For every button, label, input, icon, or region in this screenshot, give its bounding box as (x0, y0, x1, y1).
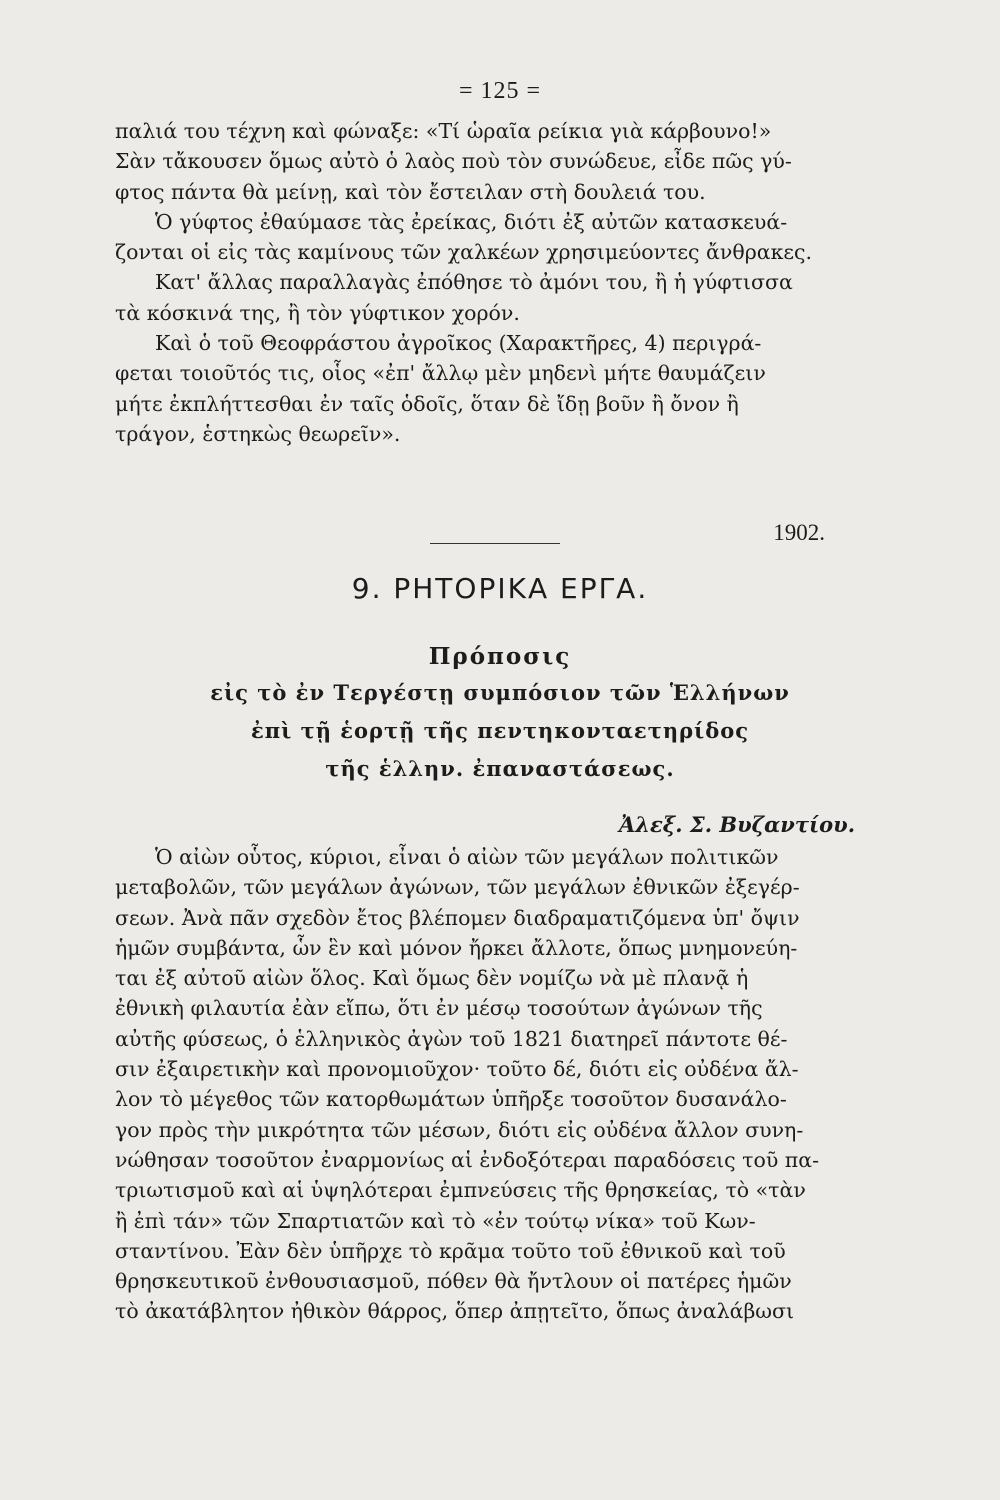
text-line: αὐτῆς φύσεως, ὁ ἑλληνικὸς ἀγὼν τοῦ 1821 διατηρεῖ πάντοτε θέ- (115, 1026, 788, 1051)
text-line: Κατ' ἄλλας παραλλαγὰς ἐπόθησε τὸ ἀμόνι του, ἢ ἡ γύφτισσα (155, 270, 793, 295)
text-line: θρησκευτικοῦ ἐνθουσιασμοῦ, πόθεν θὰ ἤντλουν οἱ πατέρες ἡμῶν (115, 1269, 792, 1294)
text-line: σιν ἐξαιρετικὴν καὶ προνομιοῦχον· τοῦτο δέ, διότι εἰς οὐδένα ἄλ- (115, 1057, 799, 1082)
text-line: τὰ κόσκινά της, ἢ τὸν γύφτικον χορόν. (115, 300, 520, 325)
toast-subtitle-line: τῆς ἑλλην. ἐπαναστάσεως. (325, 756, 675, 781)
text-line: σταντίνου. Ἐὰν δὲν ὑπῆρχε τὸ κρᾶμα τοῦτο τοῦ ἐθνικοῦ καὶ τοῦ (115, 1238, 786, 1263)
text-line: παλιά του τέχνη καὶ φώναξε: «Τί ὡραῖα ρείκια γιὰ κάρβουνο!» (115, 119, 772, 143)
date-label: 1902. (773, 520, 825, 545)
text-line: τράγον, ἑστηκὼς θεωρεῖν». (115, 421, 401, 446)
text-line: ζονται οἱ εἰς τὰς καμίνους τῶν χαλκέων χρησιμεύοντες ἄνθρακες. (115, 240, 813, 265)
text-line: λον τὸ μέγεθος τῶν κατορθωμάτων ὑπῆρξε τοσοῦτον δυσανάλο- (115, 1087, 787, 1112)
text-line: σεων. Ἀνὰ πᾶν σχεδὸν ἔτος βλέπομεν διαδραματιζόμενα ὑπ' ὄψιν (115, 905, 800, 930)
text-line: μεταβολῶν, τῶν μεγάλων ἀγώνων, τῶν μεγάλων ἐθνικῶν ἐξεγέρ- (115, 875, 800, 900)
text-line: μήτε ἐκπλήττεσθαι ἐν ταῖς ὁδοῖς, ὅταν δὲ ἴδῃ βοῦν ἢ ὄνον ἢ (115, 391, 739, 416)
text-line: ἢ ἐπὶ τάν» τῶν Σπαρτιατῶν καὶ τὸ «ἐν τούτῳ νίκα» τοῦ Κων- (115, 1208, 756, 1233)
toast-subtitle-line: ἐπὶ τῇ ἑορτῇ τῆς πεντηκονταετηρίδος (250, 718, 750, 743)
text-line: Ὁ αἰὼν οὗτος, κύριοι, εἶναι ὁ αἰὼν τῶν μεγάλων πολιτικῶν (155, 845, 779, 869)
text-line: ἡμῶν συμβάντα, ὧν ἓν καὶ μόνον ἤρκει ἄλλοτε, ὅπως μνημονεύη- (115, 935, 798, 960)
text-line: τὸ ἀκατάβλητον ἠθικὸν θάρρος, ὅπερ ἀπῃτεῖτο, ὅπως ἀναλάβωσι (115, 1299, 795, 1324)
intro-text-block (115, 116, 885, 449)
text-line: Καὶ ὁ τοῦ Θεοφράστου ἀγροῖκος (Χαρακτῆρες, 4) περιγρά- (155, 331, 762, 356)
toast-title: Πρόποσις (428, 643, 572, 670)
text-line: Ὁ γύφτος ἐθαύμασε τὰς ἐρείκας, διότι ἐξ αὐτῶν κατασκευά- (155, 209, 788, 234)
text-line: ἐθνικὴ φιλαυτία ἐὰν εἴπω, ὅτι ἐν μέσῳ τοσούτων ἀγώνων τῆς (115, 996, 763, 1021)
separator-rule (430, 543, 560, 544)
toast-subtitle-line: εἰς τὸ ἐν Τεργέστῃ συμπόσιον τῶν Ἑλλήνων (210, 680, 790, 705)
speech-text-block (115, 842, 885, 1327)
section-heading: 9. ΡΗΤΟΡΙΚΑ ΕΡΓΑ. (351, 572, 649, 605)
text-line: τριωτισμοῦ καὶ αἱ ὑψηλότεραι ἐμπνεύσεις τῆς θρησκείας, τὸ «τὰν (115, 1178, 806, 1203)
text-line: φτος πάντα θὰ μείνῃ, καὶ τὸν ἔστειλαν στὴ δουλειά του. (115, 179, 706, 204)
text-line: φεται τοιοῦτός τις, οἷος «ἐπ' ἄλλῳ μὲν μηδενὶ μήτε θαυμάζειν (115, 361, 766, 386)
author-attribution: Ἀλεξ. Σ. Βυζαντίου. (619, 812, 855, 837)
page-number: = 125 = (458, 78, 542, 104)
text-line: νώθησαν τοσοῦτον ἐναρμονίως αἱ ἐνδοξότεραι παραδόσεις τοῦ πα- (115, 1147, 820, 1172)
text-line: γον πρὸς τὴν μικρότητα τῶν μέσων, διότι εἰς οὐδένα ἄλλον συνη- (115, 1117, 804, 1142)
text-line: ται ἐξ αὐτοῦ αἰὼν ὅλος. Καὶ ὅμως δὲν νομίζω νὰ μὲ πλανᾷ ἡ (115, 966, 749, 991)
text-line: Σὰν τἄκουσεν ὅμως αὐτὸ ὁ λαὸς ποὺ τὸν συνώδευε, εἶδε πῶς γύ- (115, 149, 792, 174)
